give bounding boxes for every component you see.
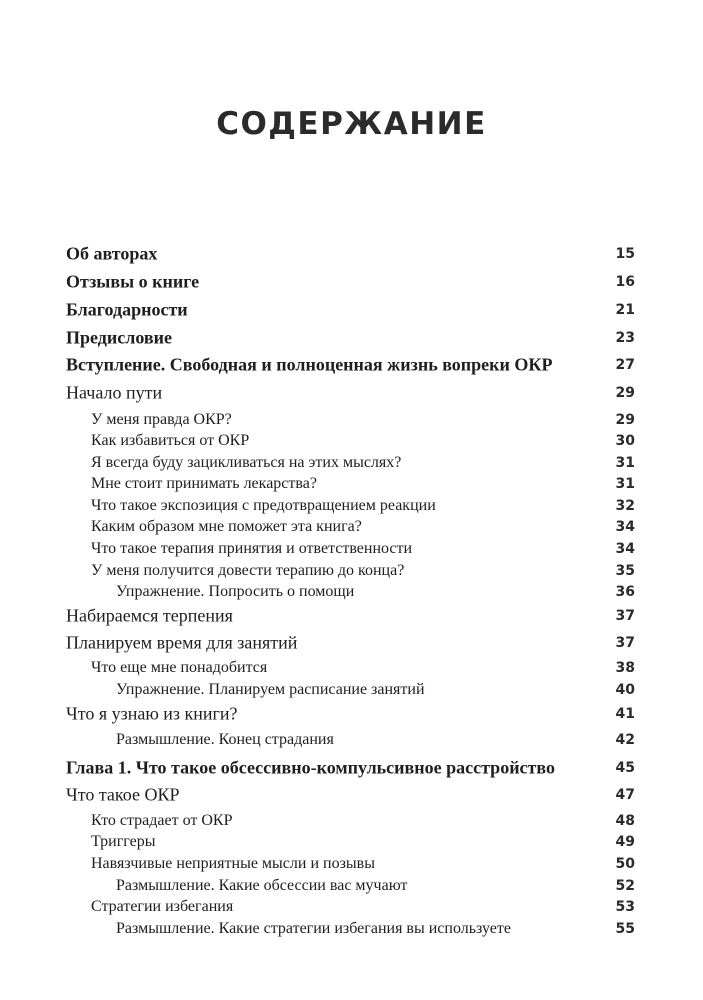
toc-entry-title: Размышление. Какие стратегии избегания вы используете	[116, 919, 511, 937]
toc-entry-page: 45	[615, 759, 635, 776]
toc-entry-title: Что такое терапия принятия и ответственности	[91, 539, 413, 557]
toc-entry-title: Навязчивые неприятные мысли и позывы	[91, 854, 375, 872]
toc-entry-page: 42	[615, 731, 635, 748]
toc-entry-title: У меня получится довести терапию до конца?	[91, 561, 405, 579]
toc-entry-page: 29	[615, 384, 635, 401]
toc-entry-title: Что такое ОКР	[66, 784, 180, 804]
toc-entry	[66, 473, 635, 494]
toc-entry-title: Что такое экспозиция с предотвращением реакции	[91, 496, 436, 514]
toc-entry-page: 29	[615, 411, 635, 428]
toc-entry	[66, 243, 635, 264]
toc-entry	[66, 632, 635, 653]
toc-entry	[66, 516, 635, 537]
toc-entry-title: Глава 1. Что такое обсессивно-компульсивное расстройство	[66, 757, 555, 777]
toc-entry	[66, 299, 635, 320]
toc-entry-title: Упражнение. Попросить о помощи	[116, 582, 355, 600]
toc-entry-title: Стратегии избегания	[91, 897, 234, 915]
toc-entry-title: Отзывы о книге	[66, 271, 200, 291]
toc-entry-page: 37	[615, 634, 635, 651]
toc-entry	[66, 831, 635, 852]
toc-entry-title: Размышление. Конец страдания	[116, 730, 334, 748]
toc-entry	[66, 853, 635, 874]
toc-entry	[66, 382, 635, 403]
toc-entry-title: Я всегда буду зацикливаться на этих мыслях?	[91, 453, 402, 471]
toc-entry	[66, 679, 635, 700]
toc-entry-page: 49	[615, 833, 635, 850]
toc-entry	[66, 327, 635, 348]
toc-entry-title: Планируем время для занятий	[66, 632, 298, 652]
toc-entry-title: Размышление. Какие обсессии вас мучают	[116, 876, 408, 894]
toc-entry-page: 37	[615, 607, 635, 624]
toc-entry-page: 55	[615, 920, 635, 937]
toc-entry	[66, 875, 635, 896]
toc-entry	[66, 918, 635, 939]
toc-entry-page: 52	[615, 877, 635, 894]
toc-entry-page: 30	[615, 432, 635, 449]
toc-entry	[66, 354, 635, 375]
toc-entry-page: 16	[615, 273, 635, 290]
toc-entry-title: Начало пути	[66, 382, 163, 402]
toc-entry-page: 35	[615, 562, 635, 579]
toc-entry-page: 38	[615, 659, 635, 676]
toc-entry-page: 34	[615, 540, 635, 557]
toc-entry-page: 40	[615, 681, 635, 698]
toc-entry-title: Что я узнаю из книги?	[66, 703, 238, 723]
toc-entry	[66, 810, 635, 831]
toc-entry	[66, 784, 635, 805]
toc-entry-title: Упражнение. Планируем расписание занятий	[116, 680, 425, 698]
toc-entry	[66, 605, 635, 626]
toc-entry	[66, 560, 635, 581]
toc-entry-page: 34	[615, 518, 635, 535]
toc-entry-title: Триггеры	[91, 832, 156, 850]
toc-entry-page: 31	[615, 454, 635, 471]
toc-entry	[66, 271, 635, 292]
toc-entry	[66, 452, 635, 473]
toc-entry-page: 47	[615, 786, 635, 803]
toc-entry	[66, 703, 635, 724]
toc-entry	[66, 538, 635, 559]
toc-entry-title: Вступление. Свободная и полноценная жизнь вопреки ОКР	[66, 354, 553, 374]
toc-entry-page: 50	[615, 855, 635, 872]
toc-entry-page: 21	[615, 301, 635, 318]
toc-entry	[66, 495, 635, 516]
toc-entry-page: 48	[615, 812, 635, 829]
toc-entry	[66, 657, 635, 678]
toc-entry-title: Предисловие	[66, 327, 172, 347]
page-title: СОДЕРЖАНИЕ	[216, 106, 487, 142]
toc-entry-page: 32	[615, 497, 635, 514]
toc-entry-page: 41	[615, 705, 635, 722]
toc-entry-title: Как избавиться от ОКР	[91, 431, 250, 449]
toc-entry-page: 53	[615, 898, 635, 915]
toc-entry	[66, 729, 635, 750]
toc-entry-title: У меня правда ОКР?	[91, 410, 232, 428]
toc-entry-title: Кто страдает от ОКР	[91, 811, 233, 829]
toc-entry	[66, 430, 635, 451]
toc-entry-page: 27	[615, 356, 635, 373]
toc-entry-title: Каким образом мне поможет эта книга?	[91, 517, 362, 535]
toc-entry-title: Об авторах	[66, 243, 158, 263]
toc-entry	[66, 409, 635, 430]
toc-entry	[66, 581, 635, 602]
toc-entry-title: Мне стоит принимать лекарства?	[91, 474, 317, 492]
toc-entry	[66, 757, 635, 778]
toc-entry	[66, 896, 635, 917]
toc-entry-title: Благодарности	[66, 299, 188, 319]
toc-entry-page: 36	[615, 583, 635, 600]
toc-entry-title: Набираемся терпения	[66, 605, 233, 625]
toc-entry-page: 23	[615, 329, 635, 346]
toc-entry-title: Что еще мне понадобится	[91, 658, 268, 676]
toc-entry-page: 15	[615, 245, 635, 262]
toc-entry-page: 31	[615, 475, 635, 492]
